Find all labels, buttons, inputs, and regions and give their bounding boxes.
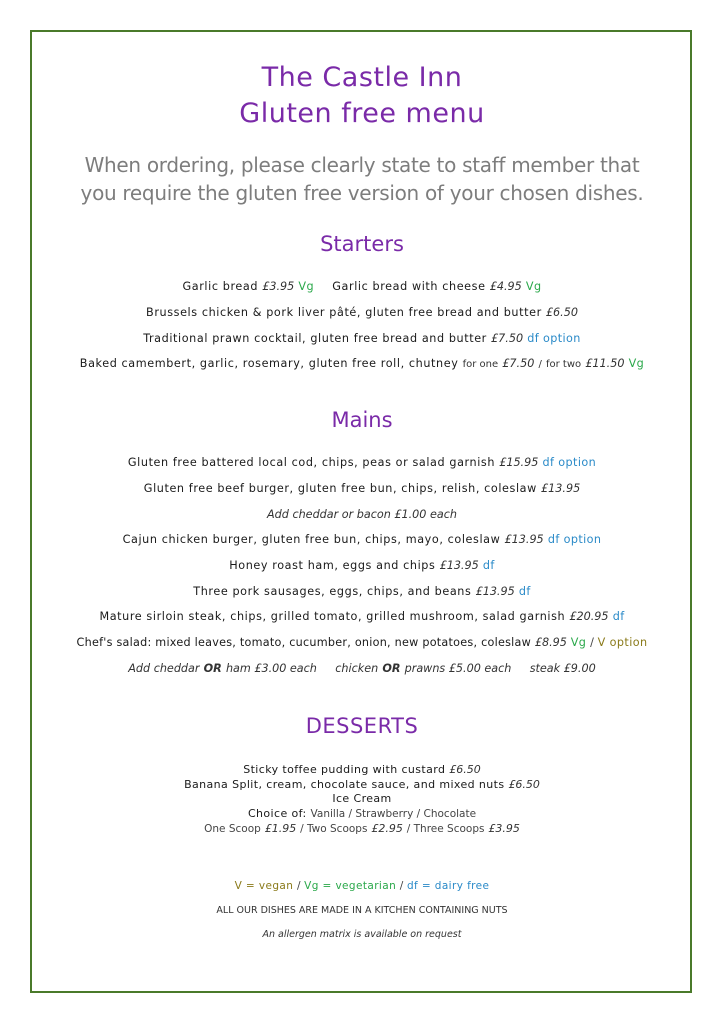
scoop-price: £2.95 [371,822,403,835]
item-price: £6.50 [545,306,578,319]
menu-item-banana-split [0,777,724,792]
vegetarian-tag: Vg [298,280,314,293]
item-price: £20.95 [569,610,609,623]
dairy-free-tag: df option [547,533,602,546]
item-name: Banana Split, cream, chocolate sauce, and mixed nuts [184,778,505,791]
menu-item-cod [0,455,724,471]
menu-item-steak [0,609,724,625]
ice-cream-scoops [0,821,724,837]
item-price: £7.50 [502,357,535,370]
item-name: Garlic bread [182,280,259,293]
item-name: Chef's salad: mixed leaves, tomato, cucumber, onion, new potatoes, coleslaw [76,636,532,649]
scoop-price: £3.95 [488,822,520,835]
menu-item-pate [0,305,724,321]
dairy-free-tag: df option [527,332,581,345]
menu-item-prawn-cocktail [0,331,724,347]
menu-item-garlic-bread [0,279,724,295]
item-price: £6.50 [449,763,481,776]
ordering-instructions [0,151,724,207]
item-price: £6.50 [508,778,540,791]
item-price: £13.95 [504,533,544,546]
choice-label: Choice of: [247,807,307,820]
addon-steak: steak £9.00 [529,662,596,675]
salad-addons [0,661,724,677]
portion-label: for one [462,359,499,370]
item-name: Honey roast ham, eggs and chips [229,559,436,572]
ice-cream-flavours [0,806,724,822]
starters-heading: Starters [320,232,404,256]
separator: / [296,880,301,892]
desserts-heading: DESSERTS [305,714,419,738]
separator: / [538,359,542,370]
item-name: Garlic bread with cheese [332,280,486,293]
or-label: OR [382,662,401,675]
or-label: OR [203,662,222,675]
intro-line-1: When ordering, please clearly state to staff member that [84,153,640,177]
item-name: Gluten free battered local cod, chips, peas or salad garnish [127,456,496,469]
scoop-price: £1.95 [264,822,297,835]
item-price: £13.95 [541,482,581,495]
item-price: £11.50 [585,357,625,370]
item-price: £15.95 [499,456,539,469]
dairy-free-tag: df [482,559,495,572]
addon-note [0,507,724,523]
scoop-label: / Two Scoops [300,823,368,835]
allergen-notice: An allergen matrix is available on request [262,929,462,940]
item-price: £7.50 [491,332,524,345]
item-price: £4.95 [489,280,522,293]
legend-dairy-free: df = dairy free [406,880,490,892]
menu-item-ice-cream [0,791,724,806]
scoop-label: One Scoop [204,823,261,835]
item-name: Ice Cream [332,792,392,805]
item-price: £13.95 [439,559,479,572]
menu-item-chefs-salad [0,635,724,651]
separator: / [399,880,404,892]
vegetarian-tag: Vg [525,280,542,293]
flavour-options: Vanilla / Strawberry / Chocolate [310,808,477,820]
menu-item-camembert [0,356,724,373]
item-name: Baked camembert, garlic, rosemary, gluten free roll, chutney [79,357,459,370]
addon-prawns: prawns £5.00 each [404,662,512,675]
menu-item-sticky-toffee [0,762,724,777]
intro-line-2: you require the gluten free version of your chosen dishes. [80,181,644,205]
item-name: Traditional prawn cocktail, gluten free bread and butter [143,332,487,345]
menu-item-cajun-burger [0,532,724,548]
burger-addon: Add cheddar or bacon £1.00 each [267,508,457,521]
nuts-notice: ALL OUR DISHES ARE MADE IN A KITCHEN CONTAINING NUTS [216,905,508,916]
menu-item-beef-burger [0,481,724,497]
vegan-option-tag: V option [597,636,648,649]
dairy-free-tag: df [612,610,625,623]
addon-ham: ham £3.00 each [225,662,317,675]
menu-item-sausages [0,584,724,600]
title-line-1: The Castle Inn [261,62,463,93]
item-price: £3.95 [262,280,295,293]
item-name: Mature sirloin steak, chips, grilled tomato, grilled mushroom, salad garnish [99,610,566,623]
vegetarian-tag: Vg [570,636,587,649]
menu-item-ham [0,558,724,574]
item-name: Brussels chicken & pork liver pâté, gluten free bread and butter [146,306,542,319]
item-name: Cajun chicken burger, gluten free bun, chips, mayo, coleslaw [122,533,501,546]
scoop-label: / Three Scoops [406,823,485,835]
dairy-free-tag: df option [542,456,597,469]
item-name: Three pork sausages, eggs, chips, and beans [193,585,472,598]
dietary-legend [0,880,724,892]
item-name: Sticky toffee pudding with custard [243,763,446,776]
dairy-free-tag: df [518,585,531,598]
item-name: Gluten free beef burger, gluten free bun, chips, relish, coleslaw [143,482,537,495]
legend-vegetarian: Vg = vegetarian [304,880,397,892]
vegetarian-tag: Vg [628,357,645,370]
title-line-2: Gluten free menu [239,98,485,129]
addon-cheddar: Add cheddar [128,662,200,675]
addon-chicken: chicken [335,662,379,675]
item-price: £13.95 [475,585,515,598]
separator: / [590,636,594,649]
portion-label: for two [546,359,582,370]
legend-vegan: V = vegan [234,880,294,892]
item-price: £8.95 [534,636,567,649]
menu-title [0,60,724,132]
mains-heading: Mains [331,408,393,432]
